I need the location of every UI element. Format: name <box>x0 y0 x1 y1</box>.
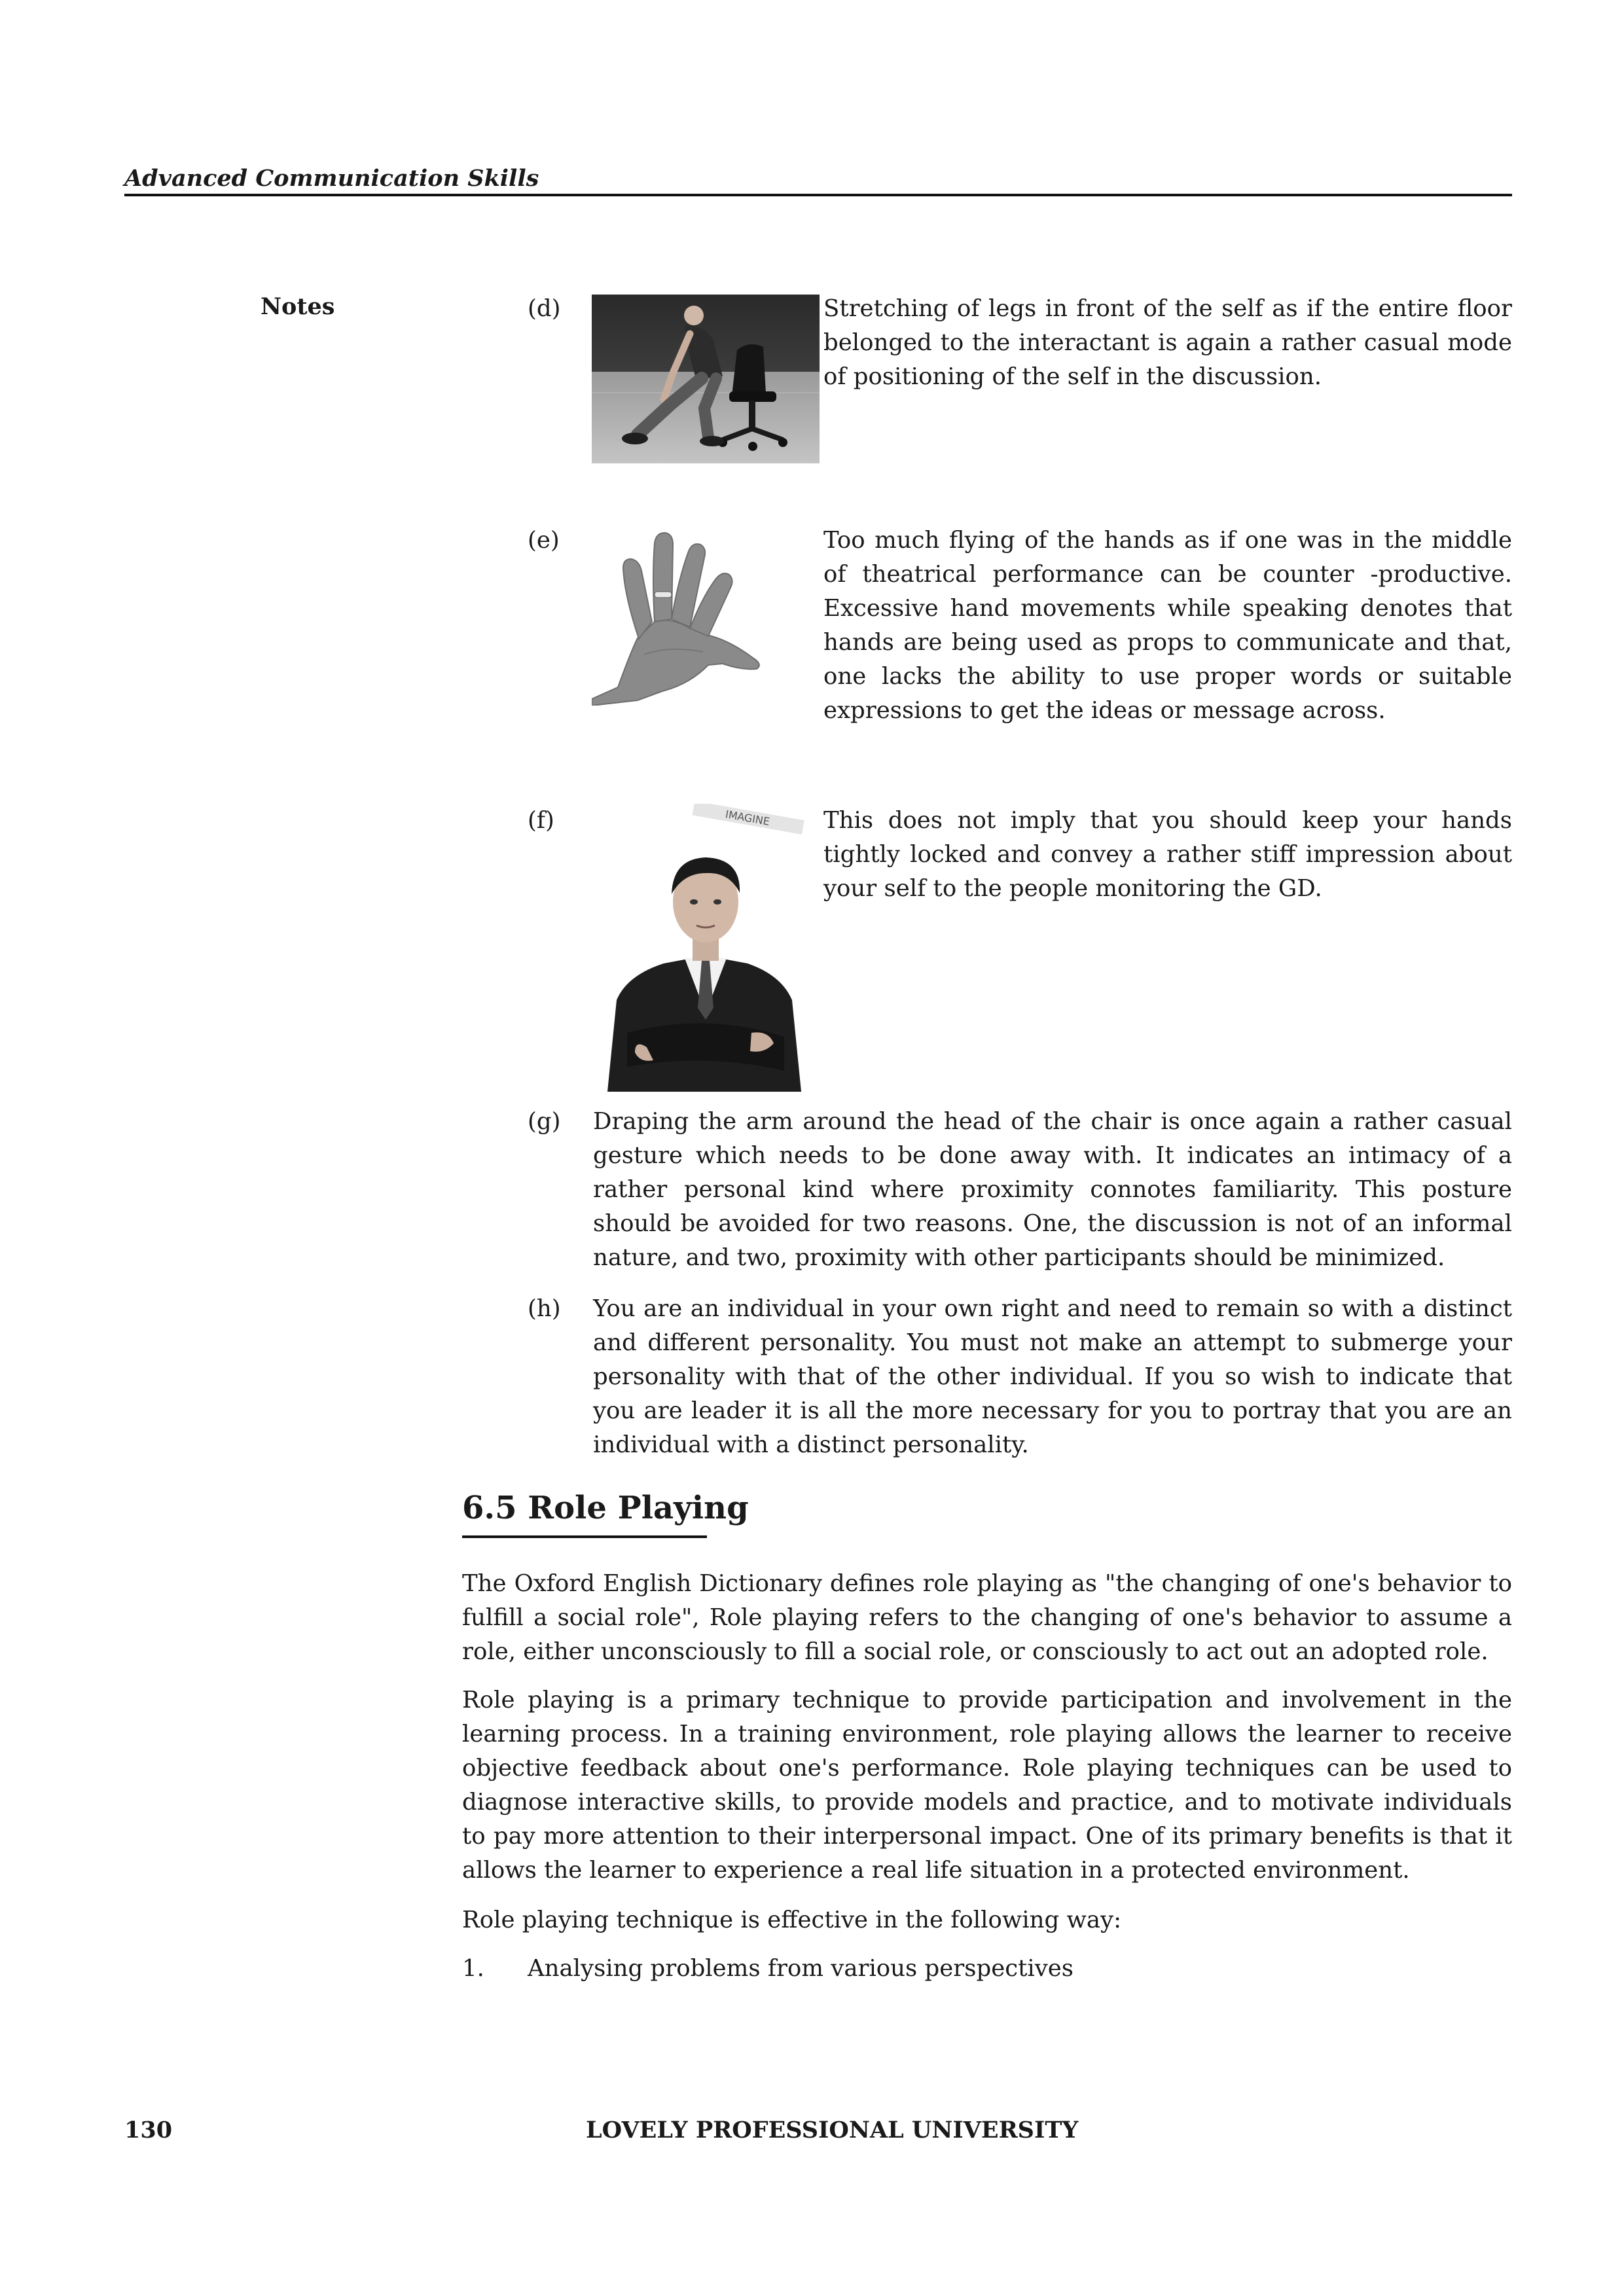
item-e-label: (e) <box>528 527 560 554</box>
item-e-text: Too much flying of the hands as if one was in the middle of theatrical performance can be counter -productive. Excessive hand movements while speaking denotes that hands are being used as props to communicate and that, one lacks the ability to use proper words or suitable expressions to get the ideas or message across. <box>823 527 1512 724</box>
section-heading-underline <box>462 1535 707 1538</box>
item-f-label: (f) <box>528 807 554 834</box>
running-header: Advanced Communication Skills <box>124 165 539 192</box>
section-paragraph-1: The Oxford English Dictionary defines role playing as "the changing of one's behavior to fulfill a social role", Role playing refers to the changing of one's behavior to assume a role, either unconsciously to fill a social role, or consciously to act out an adopted role. <box>462 1570 1512 1665</box>
item-d-text: Stretching of legs in front of the self as if the entire floor belonged to the interactant is again a rather casual mode of positioning of the self in the discussion. <box>823 295 1512 390</box>
image-watermark-text: IMAGINE <box>724 808 771 828</box>
footer-university: LOVELY PROFESSIONAL UNIVERSITY <box>586 2117 1079 2144</box>
photo-man-arms-crossed <box>601 804 805 1092</box>
section-heading: 6.5 Role Playing <box>462 1490 749 1526</box>
list-item-1-text: Analysing problems from various perspectives <box>528 1955 1074 1982</box>
item-d-label: (d) <box>528 295 561 322</box>
item-h-text: You are an individual in your own right and need to remain so with a distinct and different personality. You must not make an attempt to submerge your personality with that of the other individual. If you so wish to indicate that you are leader it is all the more necessary for you to portray that you are an individual with a distinct personality. <box>593 1295 1512 1458</box>
item-g-label: (g) <box>528 1108 561 1135</box>
margin-notes-label: Notes <box>261 293 335 320</box>
section-paragraph-3: Role playing technique is effective in the following way: <box>462 1907 1122 1933</box>
list-item-1-number: 1. <box>462 1955 484 1982</box>
photo-man-stretching-legs <box>592 295 820 463</box>
item-f-text: This does not imply that you should keep your hands tightly locked and convey a rather stiff impression about your self to the people monitoring the GD. <box>823 807 1512 902</box>
page-number: 130 <box>124 2117 173 2144</box>
item-g-text: Draping the arm around the head of the chair is once again a rather casual gesture which needs to be done away with. It indicates an intimacy of a rather personal kind where proximity connotes familiarity. This posture should be avoided for two reasons. One, the discussion is not of an informal nature, and two, proximity with other participants should be minimized. <box>593 1108 1512 1271</box>
photo-open-hand <box>592 524 768 706</box>
item-h-label: (h) <box>528 1295 561 1322</box>
section-paragraph-2: Role playing is a primary technique to provide participation and involvement in the learning process. In a training environment, role playing allows the learner to receive objective feedback about one's performance. Role playing techniques can be used to diagnose interactive skills, to provide models and practice, and to motivate individuals to pay more attention to their interpersonal impact. One of its primary benefits is that it allows the learner to experience a real life situation in a protected environment. <box>462 1687 1512 1884</box>
header-rule <box>124 194 1512 196</box>
